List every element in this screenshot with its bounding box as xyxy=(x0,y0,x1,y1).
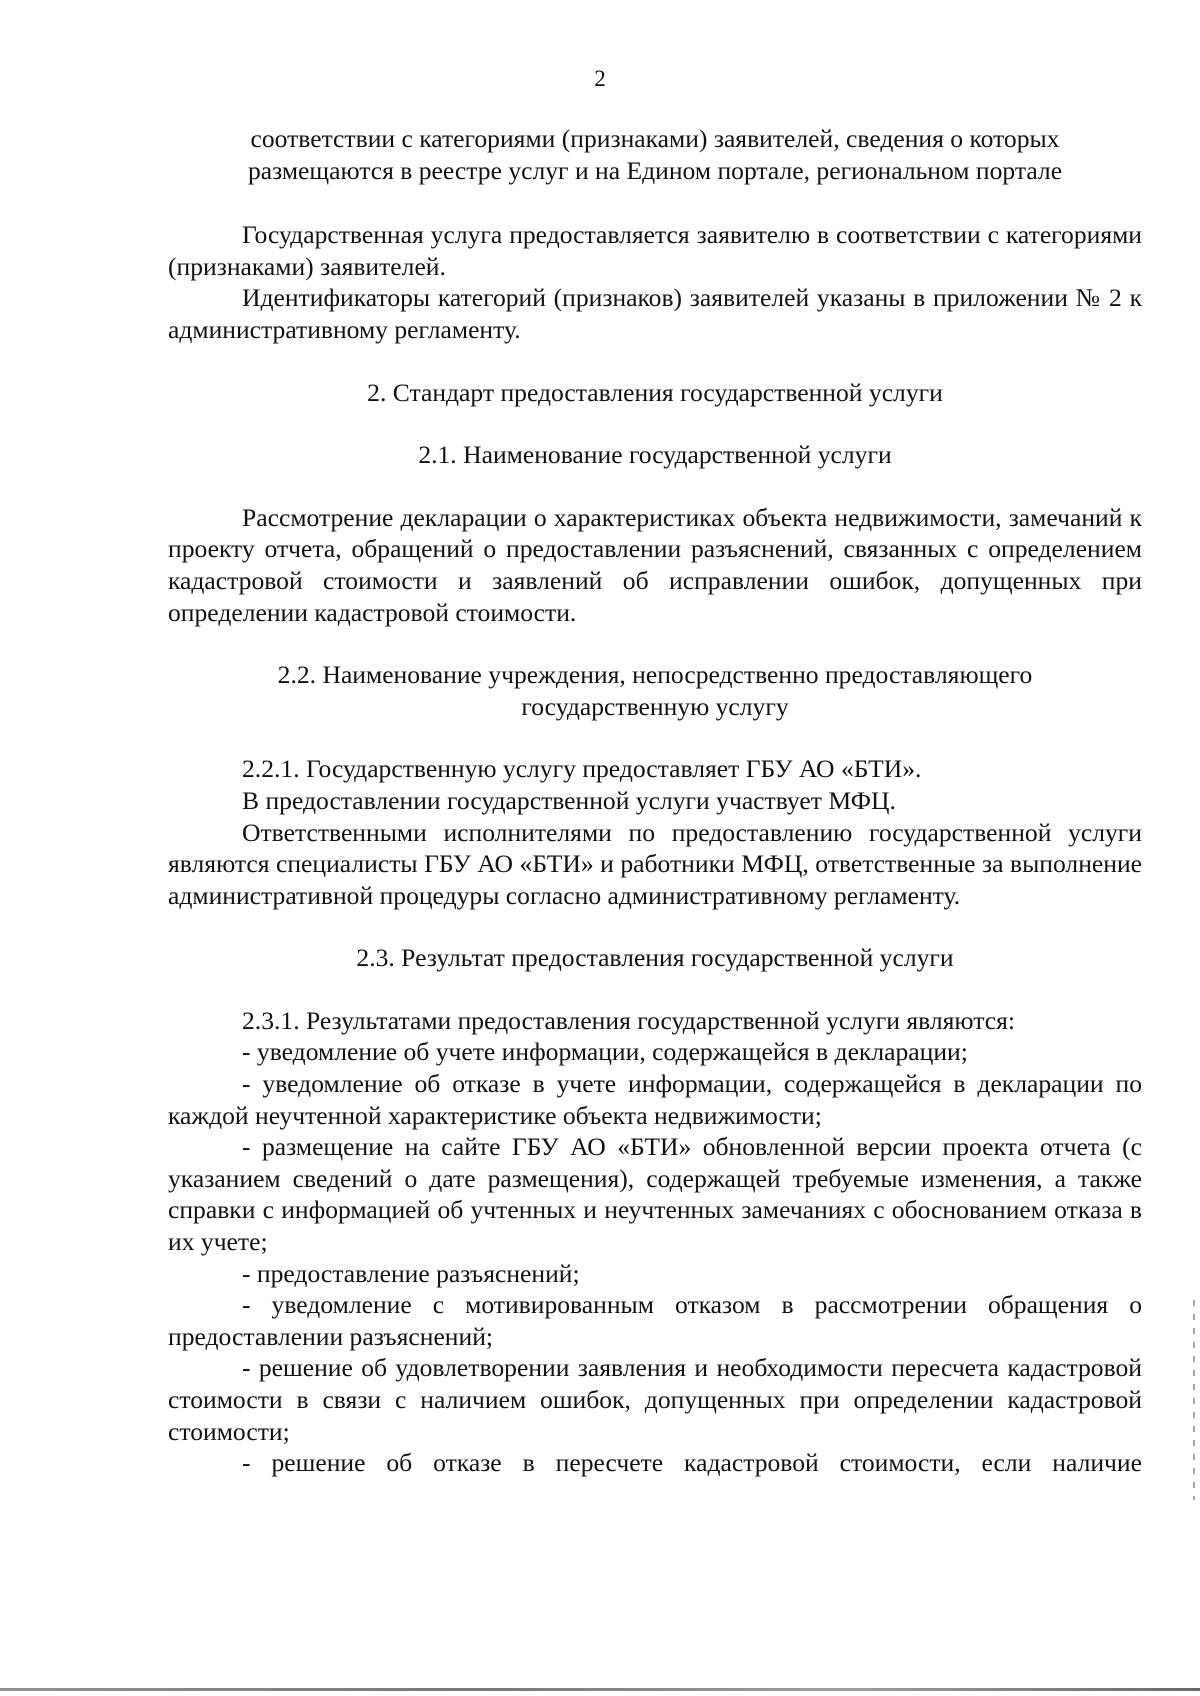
section-2-1-text: Рассмотрение декларации о характеристиках объекта недвижимости, замечаний к проекту отчета, обращений о предоставлении разъяснений, связанных с определением кадастровой стоимости и заявлений об исправлении ошибок, допущенных при определении кадастровой стоимости. xyxy=(168,502,1142,627)
section-2-2-1-text: 2.2.1. Государственную услугу предоставляет ГБУ АО «БТИ». xyxy=(242,754,922,784)
paragraph-identifiers: Идентификаторы категорий (признаков) заявителей указаны в приложении № 2 к административному регламенту. xyxy=(168,283,1142,344)
scan-artifact-bottom xyxy=(0,1688,1200,1691)
section-2-1-title: 2.1. Наименование государственной услуги xyxy=(418,440,892,470)
scan-artifact-right xyxy=(1193,1300,1195,1500)
section-2-2-title-line-1: 2.2. Наименование учреждения, непосредственно предоставляющего xyxy=(277,660,1033,690)
intro-line-2: размещаются в реестре услуг и на Едином портале, региональном портале xyxy=(247,155,1063,185)
section-2-title: 2. Стандарт предоставления государственной услуги xyxy=(367,377,943,407)
section-2-2-responsible-text: Ответственными исполнителями по предоставлению государственной услуги являются специалисты ГБУ АО «БТИ» и работники МФЦ, ответственные за выполнение административной процедуры согласно административному регламенту. xyxy=(168,817,1142,910)
section-2-3-title: 2.3. Результат предоставления государственной услуги xyxy=(356,943,954,973)
result-item: - уведомление об учете информации, содержащейся в декларации; xyxy=(242,1037,968,1067)
result-item: - размещение на сайте ГБУ АО «БТИ» обновленной версии проекта отчета (с указанием сведений о дате размещения), содержащей требуемые изменения, а также справки с информацией об учтенных и неучтенных замечаниях с обоснованием отказа в их учете; xyxy=(168,1132,1142,1257)
result-item: - предоставление разъяснений; xyxy=(242,1258,580,1288)
result-item-last: - решение об отказе в пересчете кадастровой стоимости, если наличие xyxy=(242,1448,1142,1478)
document-body xyxy=(168,123,1142,1479)
intro-line-1: соответствии с категориями (признаками) заявителей, сведения о которых xyxy=(250,124,1060,153)
page-number: 2 xyxy=(594,66,606,91)
section-2-2-mfc-text: В предоставлении государственной услуги участвует МФЦ. xyxy=(242,785,896,815)
result-item: - решение об удовлетворении заявления и необходимости пересчета кадастровой стоимости в связи с наличием ошибок, допущенных при определении кадастровой стоимости; xyxy=(168,1353,1142,1446)
section-2-2-title-line-2: государственную услугу xyxy=(521,691,789,721)
result-item: - уведомление с мотивированным отказом в рассмотрении обращения о предоставлении разъяснений; xyxy=(168,1290,1142,1351)
paragraph-category: Государственная услуга предоставляется заявителю в соответствии с категориями (признаками) заявителей. xyxy=(168,220,1142,281)
section-2-3-1-text: 2.3.1. Результатами предоставления государственной услуги являются: xyxy=(242,1005,1015,1035)
result-item: - уведомление об отказе в учете информации, содержащейся в декларации по каждой неучтенной характеристике объекта недвижимости; xyxy=(168,1069,1142,1130)
